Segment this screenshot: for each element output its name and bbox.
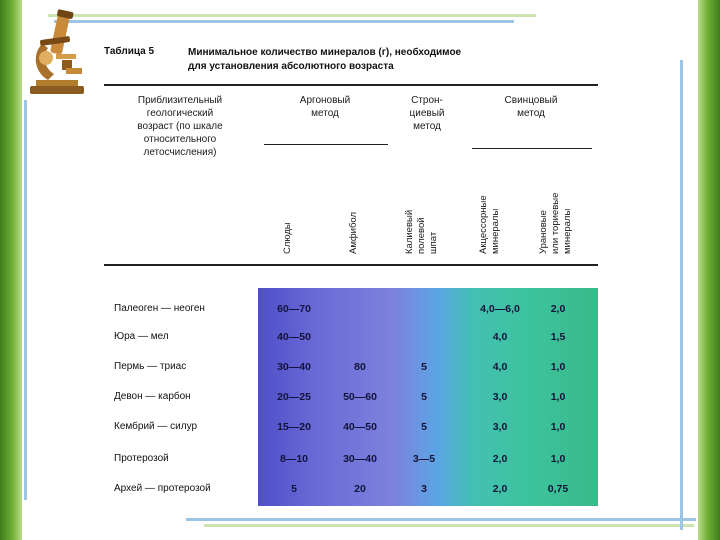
table-row: [104, 354, 598, 382]
table-title-line-1: Минимальное количество минералов (г), необходимое: [188, 47, 462, 58]
micas-cell: 8—10: [279, 453, 309, 465]
micas-cell: 20—25: [277, 391, 311, 403]
top-frame-line-2: [54, 20, 514, 23]
table-title: [188, 46, 588, 74]
accessory-cell: 4,0: [492, 331, 508, 343]
method-rule-lead: [472, 148, 592, 149]
age-column-header: Приблизительный геологический возраст (по шкале относительного летосчисления): [137, 95, 223, 158]
bottom-frame-line: [186, 518, 696, 521]
row-age-label: Кембрий — силур: [114, 421, 198, 432]
kfeldspar-cell: 3: [421, 483, 427, 495]
accessory-cell: 3,0: [492, 391, 508, 403]
row-age-label: Пермь — триас: [114, 361, 187, 372]
kfeldspar-header: Калиевый полевой шпат: [404, 209, 439, 254]
row-age-label: Архей — протерозой: [114, 483, 211, 494]
header-top-rule: [104, 84, 598, 86]
kfeldspar-cell: 5: [421, 391, 427, 403]
table-title-line-2: для установления абсолютного возраста: [188, 61, 394, 72]
lead-method-header: Свинцовый метод: [504, 95, 558, 119]
micas-cell: 5: [291, 483, 297, 495]
top-frame-line: [48, 14, 536, 17]
row-age-label: Протерозой: [114, 453, 169, 464]
table-row: [104, 446, 598, 474]
table-row: [104, 414, 598, 442]
method-rule-argon: [264, 144, 388, 145]
amphibole-cell: 50—60: [343, 391, 377, 403]
uranium-cell: 1,0: [550, 421, 566, 433]
kfeldspar-cell: 5: [421, 361, 427, 373]
accessory-cell: 2,0: [492, 453, 508, 465]
uranium-cell: 1,0: [550, 391, 566, 403]
table-row: [104, 296, 598, 324]
micas-cell: 40—50: [277, 331, 311, 343]
amphibole-cell: 30—40: [343, 453, 377, 465]
right-frame-line: [688, 30, 691, 500]
accessory-cell: 2,0: [492, 483, 508, 495]
row-age-label: Палеоген — неоген: [114, 303, 205, 314]
amphibole-cell: 80: [354, 361, 366, 373]
right-frame-line-2: [680, 60, 683, 530]
microscope-icon: [26, 8, 88, 96]
table-row: [104, 324, 598, 352]
row-age-label: Юра — мел: [114, 331, 169, 342]
left-frame-stripe: [0, 0, 22, 540]
table-number: Таблица 5: [104, 46, 155, 57]
right-frame-stripe: [698, 0, 720, 540]
strontium-method-header: Строн- циевый метод: [409, 95, 445, 132]
uranium-cell: 1,0: [550, 453, 566, 465]
kfeldspar-cell: 5: [421, 421, 427, 433]
uranium-cell: 1,5: [550, 331, 566, 343]
accessory-cell: 4,0: [492, 361, 508, 373]
accessory-header: Акцессорные минералы: [478, 195, 501, 254]
micas-header: Слюды: [282, 222, 293, 254]
bottom-frame-line-2: [204, 524, 694, 527]
table-row: [104, 384, 598, 412]
left-frame-line: [24, 100, 27, 500]
micas-cell: 60—70: [277, 303, 311, 315]
uranium-cell: 0,75: [547, 483, 569, 495]
amphibole-header: Амфибол: [348, 211, 359, 254]
micas-cell: 30—40: [277, 361, 311, 373]
accessory-cell: 4,0—6,0: [480, 303, 520, 315]
kfeldspar-cell: 3—5: [412, 453, 436, 465]
amphibole-cell: 40—50: [343, 421, 377, 433]
header-bottom-rule: [104, 264, 598, 266]
uranium-cell: 2,0: [550, 303, 566, 315]
row-age-label: Девон — карбон: [114, 391, 191, 402]
accessory-cell: 3,0: [492, 421, 508, 433]
micas-cell: 15—20: [277, 421, 311, 433]
amphibole-cell: 20: [354, 483, 366, 495]
table-row: [104, 476, 598, 504]
uranium-header: Урановые или ториевые минералы: [538, 192, 573, 254]
uranium-cell: 1,0: [550, 361, 566, 373]
table-caption: [104, 42, 598, 80]
argon-method-header: Аргоновый метод: [299, 95, 351, 119]
